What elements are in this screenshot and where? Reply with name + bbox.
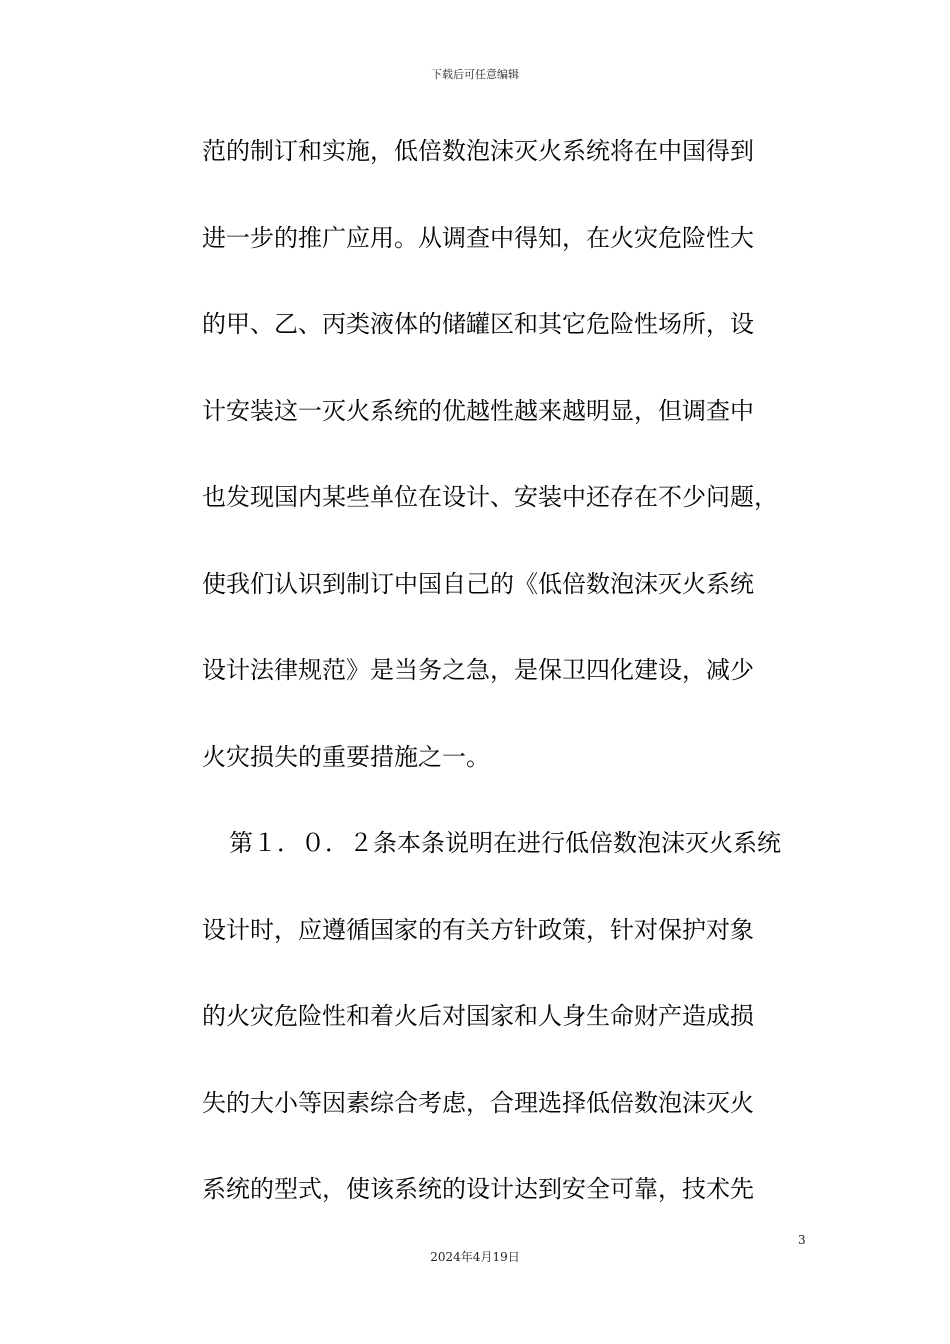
- footer-date: 2024年4月19日: [430, 1250, 520, 1264]
- page-number: 3: [798, 1233, 806, 1247]
- text-line: 失的大小等因素综合考虑，合理选择低倍数泡沫灭火: [202, 1088, 754, 1117]
- text-line: 范的制订和实施，低倍数泡沫灭火系统将在中国得到: [202, 137, 754, 165]
- text-line: 进一步的推广应用。从调查中得知，在火灾危险性大: [202, 223, 754, 252]
- text-line: 也发现国内某些单位在设计、安装中还存在不少问题，: [202, 483, 778, 511]
- text-line: 设计法律规范》是当务之急，是保卫四化建设，减少: [202, 656, 754, 684]
- text-line: 设计时，应遵循国家的有关方针政策，针对保护对象: [202, 915, 754, 944]
- text-line: 的火灾危险性和着火后对国家和人身生命财产造成损: [202, 1002, 754, 1030]
- text-line: 火灾损失的重要措施之一。: [202, 742, 490, 771]
- body-text: [202, 128, 781, 1253]
- text-line: 使我们认识到制订中国自己的《低倍数泡沫灭火系统: [202, 569, 754, 598]
- text-line: 计安装这一灭火系统的优越性越来越明显，但调查中: [202, 396, 754, 425]
- header-note: 下载后可任意编辑: [431, 68, 519, 81]
- text-line: 系统的型式，使该系统的设计达到安全可靠，技术先: [202, 1175, 754, 1203]
- text-line: 的甲、乙、丙类液体的储罐区和其它危险性场所，设: [202, 310, 754, 338]
- text-line-article-heading: 第１．０．２条本条说明在进行低倍数泡沫灭火系统: [229, 829, 781, 857]
